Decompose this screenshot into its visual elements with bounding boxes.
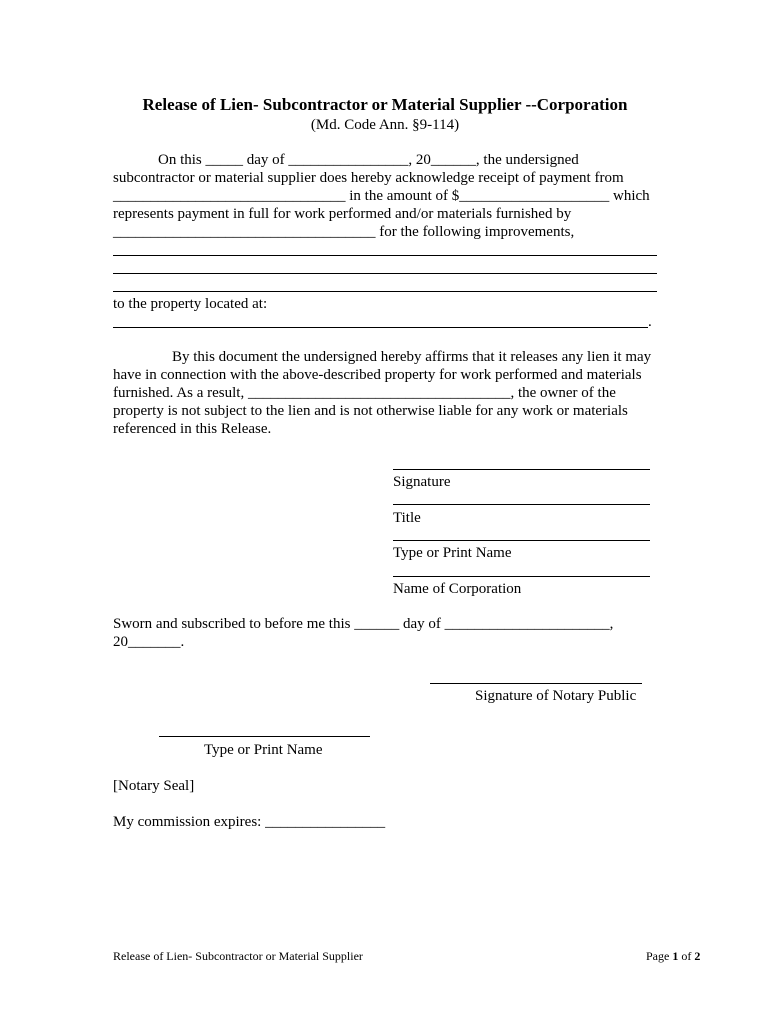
page-of: of xyxy=(678,949,695,963)
commission-expires: My commission expires: ________________ xyxy=(113,814,386,830)
corporation-label: Name of Corporation xyxy=(393,581,522,597)
notary-print-name-line xyxy=(159,736,370,737)
signature-line xyxy=(393,469,650,470)
page-prefix: Page xyxy=(646,949,673,963)
ack-line-3: _______________________________ in the amount of $____________________ which xyxy=(113,188,650,204)
notary-signature-label: Signature of Notary Public xyxy=(475,688,637,704)
notary-seal: [Notary Seal] xyxy=(113,778,195,794)
affirm-line-1: By this document the undersigned hereby affirms that it releases any lien it may xyxy=(172,349,652,365)
improvements-blank-line-1 xyxy=(113,255,657,256)
property-label: to the property located at: xyxy=(113,296,268,312)
document-title: Release of Lien- Subcontractor or Material Supplier --Corporation xyxy=(142,95,628,114)
notary-print-name-label: Type or Print Name xyxy=(204,742,323,758)
affirm-line-2: have in connection with the above-described property for work performed and materials xyxy=(113,367,642,383)
ack-line-2: subcontractor or material supplier does hereby acknowledge receipt of payment from xyxy=(113,170,624,186)
affirm-line-3: furnished. As a result, ___________________________________, the owner of the xyxy=(113,385,616,401)
affirm-line-4: property is not subject to the lien and is not otherwise liable for any work or materials xyxy=(113,403,628,419)
ack-line-5: ___________________________________ for the following improvements, xyxy=(113,224,575,240)
ack-line-4: represents payment in full for work performed and/or materials furnished by xyxy=(113,206,572,222)
improvements-blank-line-2 xyxy=(113,273,657,274)
page-current: 1 xyxy=(672,949,679,963)
title-label: Title xyxy=(393,510,421,526)
improvements-blank-line-3 xyxy=(113,291,657,292)
footer-document-name: Release of Lien- Subcontractor or Material Supplier xyxy=(113,949,363,963)
affirm-line-5: referenced in this Release. xyxy=(113,421,272,437)
page-total: 2 xyxy=(694,949,701,963)
notary-signature-line xyxy=(430,683,642,684)
title-line xyxy=(393,504,650,505)
sworn-line-2: 20_______. xyxy=(113,634,185,650)
signature-label: Signature xyxy=(393,474,451,490)
ack-line-1: On this _____ day of ________________, 20______, the undersigned xyxy=(158,152,579,168)
property-line-period: . xyxy=(648,314,652,330)
corporation-line xyxy=(393,576,650,577)
document-subtitle: (Md. Code Ann. §9-114) xyxy=(310,117,460,133)
property-blank-line xyxy=(113,327,648,328)
page-number xyxy=(646,949,700,963)
print-name-label: Type or Print Name xyxy=(393,545,512,561)
sworn-line-1: Sworn and subscribed to before me this ______ day of ______________________, xyxy=(113,616,614,632)
print-name-line xyxy=(393,540,650,541)
